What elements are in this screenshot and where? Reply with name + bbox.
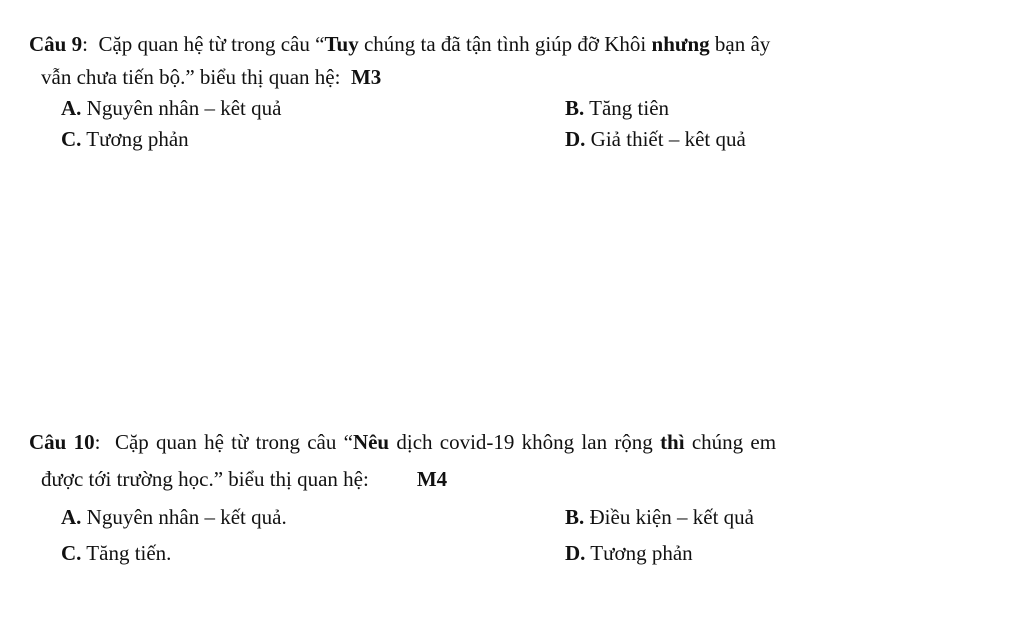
question-10-level: M4: [416, 467, 448, 491]
question-10-stem-line-2: [41, 467, 447, 491]
question-10-label-sep: :: [94, 430, 101, 454]
option-letter: C.: [61, 541, 82, 565]
question-9-label-sep: :: [82, 32, 88, 56]
option-text: Tương phản: [81, 127, 189, 151]
option-letter: B.: [565, 505, 585, 529]
option-text: Tương phản: [585, 541, 693, 565]
option-text: Tăng tiến.: [81, 541, 172, 565]
question-10-stem-line-1: [29, 430, 776, 454]
question-10-option-a[interactable]: [61, 505, 287, 529]
option-letter: C.: [61, 127, 82, 151]
question-10-stem-line-2-text: được tới trường học.” biểu thị quan hệ:: [41, 467, 369, 491]
question-9-stem-c: bạn ây: [709, 32, 771, 56]
option-letter: A.: [61, 505, 82, 529]
option-text: Giả thiết – kêt quả: [585, 127, 746, 151]
question-9-stem-line-2-text: vẫn chưa tiến bộ.” biểu thị quan hệ:: [41, 65, 341, 89]
question-9-stem-b: chúng ta đã tận tình giúp đỡ Khôi: [358, 32, 652, 56]
option-letter: A.: [61, 96, 82, 120]
option-text: Tăng tiên: [584, 96, 670, 120]
option-letter: D.: [565, 541, 586, 565]
option-letter: B.: [565, 96, 585, 120]
question-10-option-b[interactable]: [565, 505, 754, 529]
question-10-option-d[interactable]: [565, 541, 693, 565]
option-text: Điều kiện – kết quả: [584, 505, 754, 529]
question-10-stem-b: dịch covid-19 không lan rộng: [389, 430, 661, 454]
question-10-stem-a: Cặp quan hệ từ trong câu “: [114, 430, 353, 454]
option-text: Nguyên nhân – kết quả.: [81, 505, 287, 529]
question-10-keyword-1: Nêu: [352, 430, 390, 454]
question-10-stem-c: chúng em: [684, 430, 777, 454]
question-9-stem-a: Cặp quan hệ từ trong câu “: [98, 32, 325, 56]
question-9-level: M3: [350, 65, 382, 89]
option-text: Nguyên nhân – kêt quả: [81, 96, 282, 120]
question-9-keyword-1: Tuy: [324, 32, 359, 56]
question-9-label: Câu 9: [29, 32, 83, 56]
question-10-option-c[interactable]: [61, 541, 171, 565]
question-10-keyword-2: thì: [660, 430, 685, 454]
option-letter: D.: [565, 127, 586, 151]
question-10-label: Câu 10: [29, 430, 95, 454]
question-9-keyword-2: nhưng: [651, 32, 710, 56]
